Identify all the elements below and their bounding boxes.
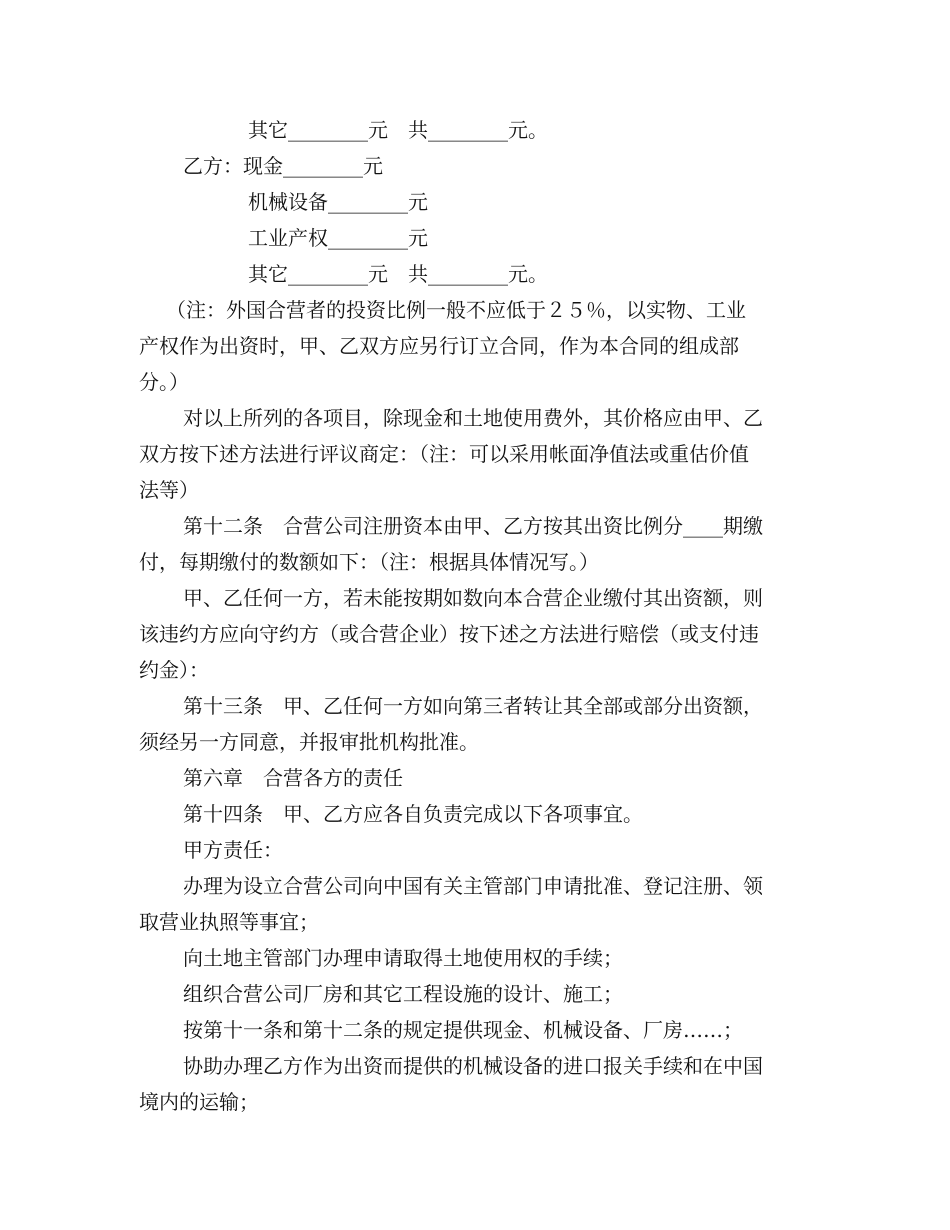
duty-item-line: 办理为设立合营公司向中国有关主管部门申请批准、登记注册、领 <box>183 874 763 898</box>
party-a-duties-heading: 甲方责任： <box>183 838 283 862</box>
duty-item-line: 取营业执照等事宜； <box>139 910 319 934</box>
note-line: 产权作为出资时，甲、乙双方应另行订立合同，作为本合同的组成部 <box>139 334 739 358</box>
article-13-line: 须经另一方同意，并报审批机构批准。 <box>139 730 479 754</box>
party-b-cash-line: 乙方：现金________元 <box>183 154 383 178</box>
party-b-machinery-line: 机械设备________元 <box>248 190 428 214</box>
note-line: （注：外国合营者的投资比例一般不应低于２５％，以实物、工业 <box>166 298 746 322</box>
paragraph-line: 双方按下述方法进行评议商定：（注：可以采用帐面净值法或重估价值 <box>139 442 749 466</box>
contribution-line-other-party-a: 其它________元 共________元。 <box>248 118 548 142</box>
article-12-line: 第十二条 合营公司注册资本由甲、乙方按其出资比例分____期缴 <box>183 514 763 538</box>
duty-item-line: 组织合营公司厂房和其它工程设施的设计、施工； <box>183 982 623 1006</box>
party-b-other-line: 其它________元 共________元。 <box>248 262 548 286</box>
paragraph-line: 甲、乙任何一方，若未能按期如数向本合营企业缴付其出资额，则 <box>183 586 763 610</box>
note-line: 分。） <box>139 370 189 394</box>
paragraph-line: 约金）： <box>139 658 209 682</box>
duty-item-line: 境内的运输； <box>139 1090 259 1114</box>
chapter-6-heading: 第六章 合营各方的责任 <box>183 766 403 790</box>
paragraph-line: 该违约方应向守约方（或合营企业）按下述之方法进行赔偿（或支付违 <box>139 622 759 646</box>
duty-item-line: 协助办理乙方作为出资而提供的机械设备的进口报关手续和在中国 <box>183 1054 763 1078</box>
article-13-line: 第十三条 甲、乙任何一方如向第三者转让其全部或部分出资额， <box>183 694 763 718</box>
article-12-line: 付，每期缴付的数额如下：（注：根据具体情况写。） <box>139 550 599 574</box>
party-b-ip-line: 工业产权________元 <box>248 226 428 250</box>
article-14-line: 第十四条 甲、乙方应各自负责完成以下各项事宜。 <box>183 802 643 826</box>
duty-item-line: 按第十一条和第十二条的规定提供现金、机械设备、厂房……； <box>183 1018 743 1042</box>
paragraph-line: 法等） <box>139 478 199 502</box>
paragraph-line: 对以上所列的各项目，除现金和土地使用费外，其价格应由甲、乙 <box>183 406 763 430</box>
duty-item-line: 向土地主管部门办理申请取得土地使用权的手续； <box>183 946 623 970</box>
